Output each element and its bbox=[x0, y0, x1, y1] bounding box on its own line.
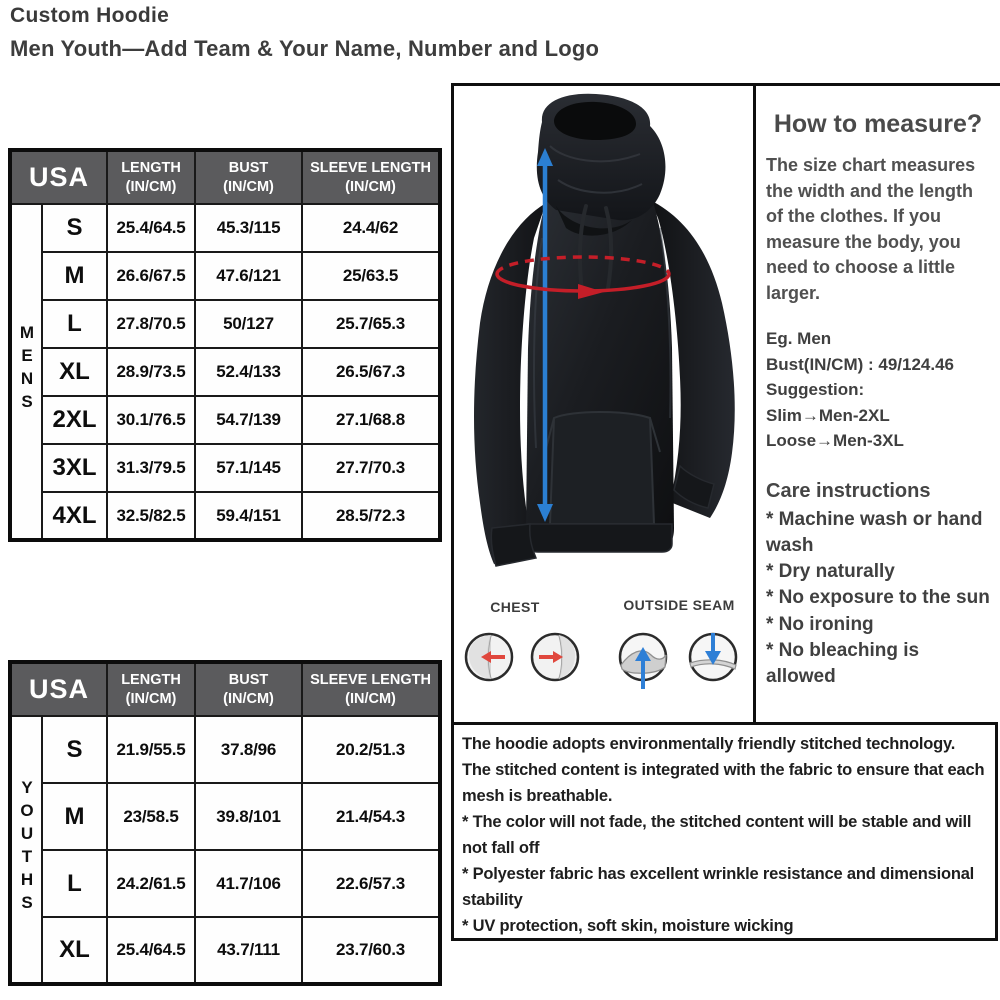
care-item: * Dry naturally bbox=[766, 561, 895, 583]
length-cell: 23/58.5 bbox=[107, 783, 195, 850]
sleeve-cell: 26.5/67.3 bbox=[302, 348, 440, 396]
care-item: * Machine wash or hand wash bbox=[766, 508, 983, 556]
example-line: Loose→Men-3XL bbox=[766, 431, 904, 451]
hoodie-hem bbox=[528, 524, 672, 552]
page-title: Custom Hoodie bbox=[10, 4, 170, 27]
chest-measure-right-icon bbox=[529, 629, 581, 693]
size-cell: 2XL bbox=[42, 396, 107, 444]
size-cell: 4XL bbox=[42, 492, 107, 540]
length-cell: 28.9/73.5 bbox=[107, 348, 195, 396]
size-cell: L bbox=[42, 850, 107, 917]
description-paragraph: * UV protection, soft skin, moisture wicking bbox=[462, 917, 794, 935]
size-cell: M bbox=[42, 783, 107, 850]
description-box bbox=[451, 722, 998, 941]
table-row bbox=[10, 444, 440, 492]
length-cell: 32.5/82.5 bbox=[107, 492, 195, 540]
length-cell: 31.3/79.5 bbox=[107, 444, 195, 492]
care-instructions-block bbox=[766, 480, 990, 691]
table-row bbox=[10, 252, 440, 300]
care-item: * No ironing bbox=[766, 613, 874, 635]
seam-measure-down-icon bbox=[687, 629, 739, 693]
table-row bbox=[10, 917, 440, 984]
outside-seam-label: OUTSIDE SEAM bbox=[623, 597, 735, 613]
mens-group-label: MENS bbox=[17, 323, 37, 415]
bust-cell: 59.4/151 bbox=[195, 492, 302, 540]
youths-size-table bbox=[8, 660, 442, 986]
measure-heading: How to measure? bbox=[773, 110, 983, 138]
bust-header-cell: BUST (IN/CM) bbox=[195, 662, 302, 716]
bust-cell: 52.4/133 bbox=[195, 348, 302, 396]
example-line: Eg. Men bbox=[766, 329, 832, 349]
description-paragraph: * The color will not fade, the stitched content will be stable and will not fall off bbox=[462, 813, 972, 857]
table-header-row bbox=[10, 150, 440, 204]
table-row bbox=[10, 783, 440, 850]
youths-group-cell bbox=[10, 716, 42, 984]
bust-cell: 41.7/106 bbox=[195, 850, 302, 917]
hoodie-photo-svg bbox=[454, 88, 754, 570]
hoodie-left-cuff bbox=[491, 524, 536, 566]
example-line: Suggestion: bbox=[766, 380, 865, 400]
sleeve-cell: 28.5/72.3 bbox=[302, 492, 440, 540]
description-paragraph: The hoodie adopts environmentally friendly stitched technology. The stitched content is integrated with the fabric to ensure that each mesh is breathable. bbox=[462, 735, 985, 805]
bust-cell: 37.8/96 bbox=[195, 716, 302, 783]
size-cell: S bbox=[42, 716, 107, 783]
table-row bbox=[10, 850, 440, 917]
size-cell: 3XL bbox=[42, 444, 107, 492]
bust-cell: 54.7/139 bbox=[195, 396, 302, 444]
description-paragraph: * Polyester fabric has excellent wrinkle resistance and dimensional stability bbox=[462, 865, 975, 909]
care-item: * No exposure to the sun bbox=[766, 587, 990, 609]
length-cell: 27.8/70.5 bbox=[107, 300, 195, 348]
length-cell: 25.4/64.5 bbox=[107, 917, 195, 984]
measure-example-block bbox=[766, 326, 990, 454]
length-header-cell: LENGTH (IN/CM) bbox=[107, 662, 195, 716]
size-cell: S bbox=[42, 204, 107, 252]
length-cell: 30.1/76.5 bbox=[107, 396, 195, 444]
sleeve-cell: 23.7/60.3 bbox=[302, 917, 440, 984]
sleeve-header-cell: SLEEVE LENGTH (IN/CM) bbox=[302, 150, 440, 204]
usa-header-cell: USA bbox=[10, 150, 107, 204]
length-cell: 24.2/61.5 bbox=[107, 850, 195, 917]
panel-top-border bbox=[451, 83, 1000, 86]
bust-cell: 50/127 bbox=[195, 300, 302, 348]
sleeve-cell: 22.6/57.3 bbox=[302, 850, 440, 917]
sleeve-cell: 24.4/62 bbox=[302, 204, 440, 252]
bust-cell: 39.8/101 bbox=[195, 783, 302, 850]
bust-cell: 47.6/121 bbox=[195, 252, 302, 300]
sleeve-cell: 20.2/51.3 bbox=[302, 716, 440, 783]
bust-cell: 43.7/111 bbox=[195, 917, 302, 984]
measure-intro: The size chart measures the width and the length of the clothes. If you measure the body, you need to choose a little larger. bbox=[766, 155, 976, 303]
table-row bbox=[10, 492, 440, 540]
measure-panel bbox=[758, 90, 996, 690]
size-cell: XL bbox=[42, 917, 107, 984]
bust-header-cell: BUST (IN/CM) bbox=[195, 150, 302, 204]
sleeve-cell: 25/63.5 bbox=[302, 252, 440, 300]
sleeve-header-cell: SLEEVE LENGTH (IN/CM) bbox=[302, 662, 440, 716]
table-row bbox=[10, 396, 440, 444]
sleeve-cell: 25.7/65.3 bbox=[302, 300, 440, 348]
hoodie-image bbox=[454, 88, 754, 570]
usa-header-cell: USA bbox=[10, 662, 107, 716]
sleeve-cell: 21.4/54.3 bbox=[302, 783, 440, 850]
mens-size-table bbox=[8, 148, 442, 542]
length-header-cell: LENGTH (IN/CM) bbox=[107, 150, 195, 204]
page-subtitle: Men Youth—Add Team & Your Name, Number and Logo bbox=[10, 36, 600, 61]
seam-measure-up-icon bbox=[617, 629, 669, 693]
length-cell: 21.9/55.5 bbox=[107, 716, 195, 783]
size-cell: L bbox=[42, 300, 107, 348]
table-row bbox=[10, 204, 440, 252]
hoodie-pocket bbox=[550, 412, 654, 524]
bust-cell: 45.3/115 bbox=[195, 204, 302, 252]
sleeve-cell: 27.1/68.8 bbox=[302, 396, 440, 444]
example-line: Bust(IN/CM) : 49/124.46 bbox=[766, 354, 954, 374]
chest-measure-left-icon bbox=[463, 629, 515, 693]
size-cell: M bbox=[42, 252, 107, 300]
sleeve-cell: 27.7/70.3 bbox=[302, 444, 440, 492]
table-row bbox=[10, 716, 440, 783]
table-header-row bbox=[10, 662, 440, 716]
example-line: Slim→Men-2XL bbox=[766, 405, 890, 425]
table-row bbox=[10, 348, 440, 396]
length-cell: 26.6/67.5 bbox=[107, 252, 195, 300]
bust-cell: 57.1/145 bbox=[195, 444, 302, 492]
table-row bbox=[10, 300, 440, 348]
care-heading: Care instructions bbox=[766, 479, 931, 502]
mens-group-cell bbox=[10, 204, 42, 540]
youths-group-label: YOUTHS bbox=[17, 778, 37, 916]
care-item: * No bleaching is allowed bbox=[766, 639, 920, 688]
chest-label: CHEST bbox=[490, 599, 540, 615]
length-cell: 25.4/64.5 bbox=[107, 204, 195, 252]
size-cell: XL bbox=[42, 348, 107, 396]
